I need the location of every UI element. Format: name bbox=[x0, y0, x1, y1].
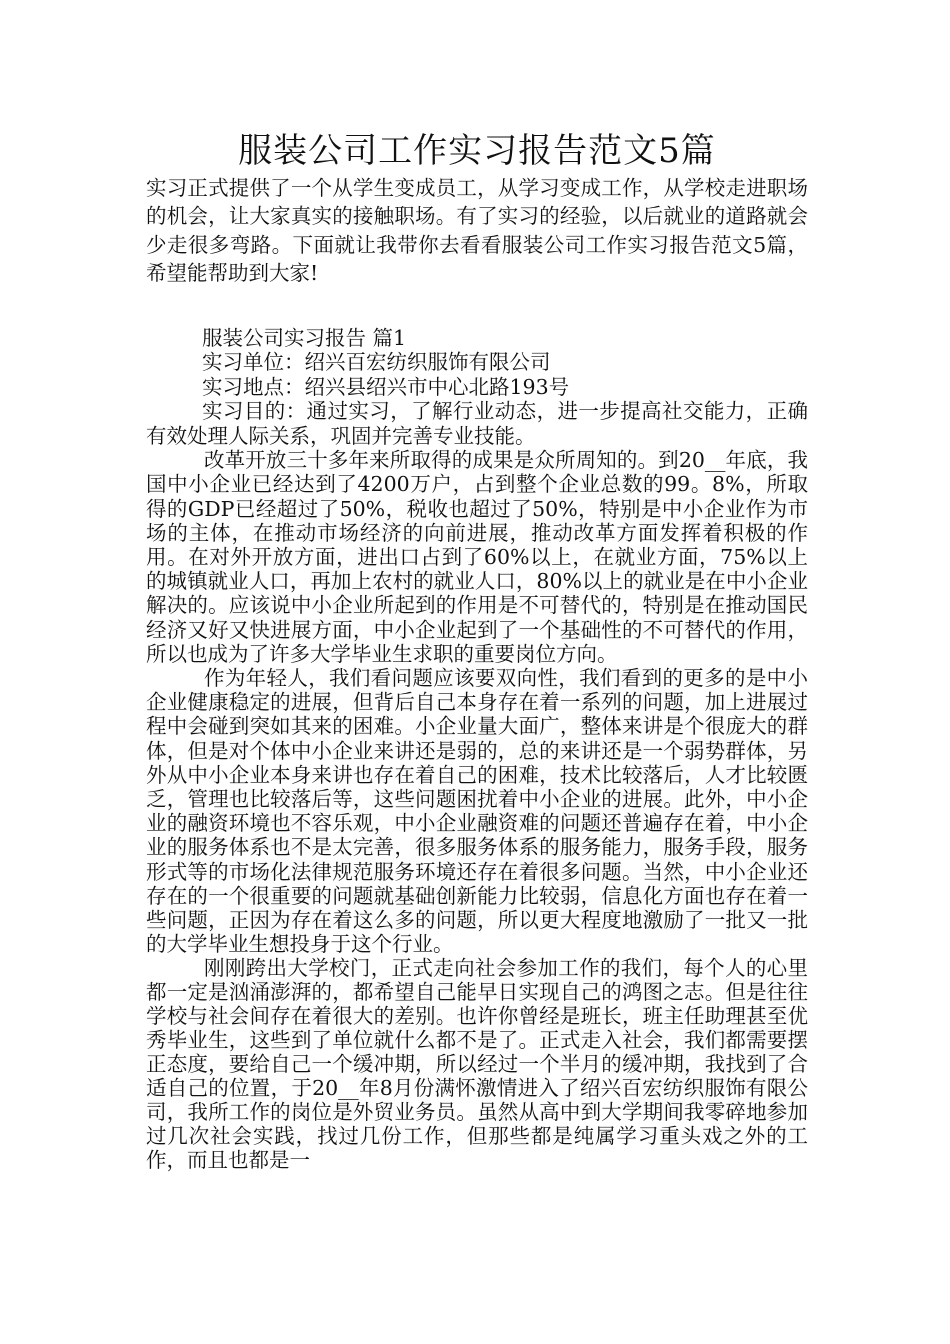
body-paragraph: 作为年轻人，我们看问题应该要双向性，我们看到的更多的是中小企业健康稳定的进展，但背后自己本身存在着一系列的问题，加上进展过程中会碰到突如其来的困难。小企业量大面广，整体来讲是个很庞大的群体，但是对个体中小企业来讲还是弱的，总的来讲还是一个弱势群体，另外从中小企业本身来讲也存在着自己的困难，技术比较落后，人才比较匮乏，管理也比较落后等，这些问题困扰着中小企业的进展。此外，中小企业的融资环境也不容乐观，中小企业融资难的问题还普遍存在着，中小企业的服务体系也不是太完善，很多服务体系的服务能力，服务手段，服务形式等的市场化法律规范服务环境还存在着很多问题。当然，中小企业还存在的一个很重要的问题就基础创新能力比较弱，信息化方面也存在着一些问题，正因为存在着这么多的问题，所以更大程度地激励了一批又一批的大学毕业生想投身于这个行业。 bbox=[146, 665, 808, 957]
internship-purpose: 实习目的：通过实习，了解行业动态，进一步提高社交能力，正确有效处理人际关系，巩固并完善专业技能。 bbox=[146, 399, 808, 448]
internship-unit: 实习单位：绍兴百宏纺织服饰有限公司 bbox=[202, 350, 551, 375]
document-page bbox=[146, 128, 808, 1172]
body-paragraph: 改革开放三十多年来所取得的成果是众所周知的。到20__年底，我国中小企业已经达到了4200万户，占到整个企业总数的99。8%，所取得的GDP已经超过了50%，税收也超过了50%，特别是中小企业作为市场的主体，在推动市场经济的向前进展，推动改革方面发挥着积极的作用。在对外开放方面，进出口占到了60%以上，在就业方面，75%以上的城镇就业人口，再加上农村的就业人口，80%以上的就业是在中小企业解决的。应该说中小企业所起到的作用是不可替代的，特别是在推动国民经济又好又快进展方面，中小企业起到了一个基础性的不可替代的作用，所以也成为了许多大学毕业生求职的重要岗位方向。 bbox=[146, 448, 808, 666]
spacer bbox=[146, 288, 808, 326]
section-heading: 服装公司实习报告 篇1 bbox=[202, 325, 407, 350]
intro-paragraph: 实习正式提供了一个从学生变成员工，从学习变成工作，从学校走进职场的机会，让大家真实的接触职场。有了实习的经验，以后就业的道路就会少走很多弯路。下面就让我带你去看看服装公司工作实习报告范文5篇，希望能帮助到大家! bbox=[146, 176, 808, 286]
body-paragraph: 刚刚跨出大学校门，正式走向社会参加工作的我们，每个人的心里都一定是汹涌澎湃的，都希望自己能早日实现自己的鸿图之志。但是往往学校与社会间存在着很大的差别。也许你曾经是班长，班主任助理甚至优秀毕业生，这些到了单位就什么都不是了。正式走入社会，我们都需要摆正态度，要给自己一个缓冲期，所以经过一个半月的缓冲期，我找到了合适自己的位置，于20__年8月份满怀激情进入了绍兴百宏纺织服饰有限公司，我所工作的岗位是外贸业务员。虽然从高中到大学期间我零碎地参加过几次社会实践，找过几份工作，但那些都是纯属学习重头戏之外的工作，而且也都是一 bbox=[146, 956, 808, 1173]
internship-location: 实习地点：绍兴县绍兴市中心北路193号 bbox=[202, 374, 570, 399]
document-title: 服装公司工作实习报告范文5篇 bbox=[238, 131, 716, 171]
